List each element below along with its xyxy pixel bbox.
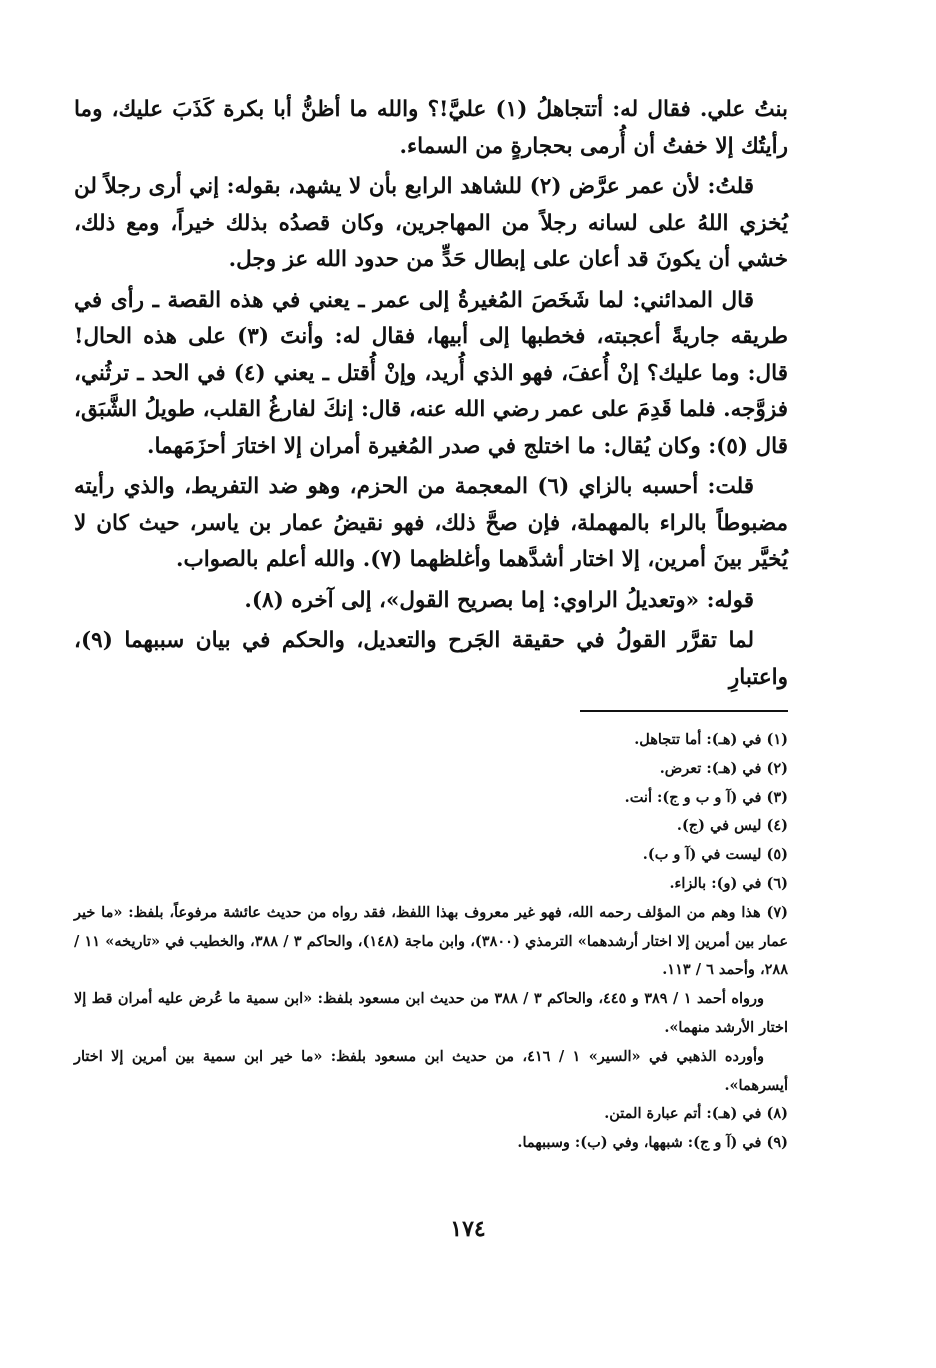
- main-paragraph: لما تقرَّر القولُ في حقيقة الجَرح والتعديل، والحكم في بيان سببهما (٩)، واعتبارِ: [74, 628, 788, 690]
- footnotes: [74, 726, 788, 1158]
- footnote: (٤) ليس في (ج).: [676, 817, 788, 835]
- footnote: (٨) في (هـ): أتم عبارة المتن.: [604, 1105, 788, 1123]
- footnote: (٦) في (و): بالزاء.: [669, 874, 788, 892]
- footnote-separator: [580, 710, 788, 712]
- main-text: [74, 92, 788, 696]
- main-paragraph: قال المدائني: لما شَخَصَ المُغيرةُ إلى عمر ـ يعني في هذه القصة ـ رأى في طريقه جاريةً أعجبته، فخطبها إلى أبيها، فقال له: وأنتَ (٣) على هذه الحال! قال: وما عليك؟ إنْ أُعفَ، فهو الذي أُريد، وإنْ أُقتل ـ يعني (٤) في الحد ـ ترثُني، فزوَّجه. فلما قَدِمَ على عمر رضي الله عنه، قال: إنكَ لفارغُ القلب، طويلُ الشَّبَق، قال (٥): وكان يُقال: ما اختلج في صدر المُغيرة أمران إلا اختارَ أحزَمَهما.: [74, 287, 789, 459]
- footnote: (٢) في (هـ): تعرض.: [659, 759, 788, 777]
- main-paragraph: قلتُ: لأن عمر عرَّض (٢) للشاهد الرابع بأن لا يشهد، بقوله: إني أرى رجلاً لن يُخزي اللهُ على لسانه رجلاً من المهاجرين، وكان قصدُه بذلك خيراً، ومع ذلك، خشي أن يكونَ قد أعان على إبطال حَدٍّ من حدود الله عز وجل.: [74, 174, 788, 272]
- footnote-continuation: ورواه أحمد ١ / ٣٨٩ و ٤٤٥، والحاكم ٣ / ٣٨٨ من حديث ابن مسعود بلفظ: «ابن سمية ما عُرض عليه أمران قط إلا اختار الأرشد منهما».: [74, 990, 788, 1036]
- footnote: (٥) ليست في (آ و ب).: [642, 846, 788, 864]
- footnote: (٩) في (آ و ج): شبهها، وفي (ب): وسببهما.: [517, 1134, 788, 1152]
- footnote-continuation: وأورده الذهبي في «السير» ١ / ٤١٦، من حديث ابن مسعود بلفظ: «ما خير ابن سمية بين أمرين إلا اختار أيسرهما».: [74, 1047, 788, 1094]
- main-paragraph: قلت: أحسبه بالزاي (٦) المعجمة من الحزم، وهو ضد التفريط، والذي رأيته مضبوطاً بالراء بالمهملة، فإن صحَّ ذلك، فهو نقيضُ عمار بن ياسر، حيث كان لا يُخيَّر بينَ أمرين، إلا اختار أشدَّهما وأغلظهما (٧). والله أعلم بالصواب.: [74, 474, 788, 572]
- footnote: (١) في (هـ): أما تتجاهل.: [634, 731, 788, 748]
- main-paragraph: بنتُ علي. فقال له: أتتجاهلُ (١) عليَّ!؟ والله ما أظنُّ أبا بكرة كَذَبَ عليك، وما رأيتُك إلا خفتُ أن أُرمى بحجارةٍ من السماء.: [74, 97, 788, 159]
- footnote: (٧) هذا وهم من المؤلف رحمه الله، فهو غير معروف بهذا اللفظ، فقد رواه من حديث عائشة مرفوعاً، بلفظ: «ما خير عمار بين أمرين إلا اختار أرشدهما» الترمذي (٣٨٠٠)، وابن ماجة (١٤٨)، والحاكم ٣ / ٣٨٨، والخطيب في «تاريخه» ١١ / ٢٨٨، وأحمد ٦ / ١١٣.: [74, 903, 788, 979]
- page-number: ١٧٤: [450, 1216, 486, 1242]
- main-paragraph: قوله: «وتعديلُ الراوي: إما بصريح القول»، إلى آخره (٨).: [244, 587, 754, 613]
- footnote: (٣) في (آ و ب و ج): أنت.: [624, 788, 788, 806]
